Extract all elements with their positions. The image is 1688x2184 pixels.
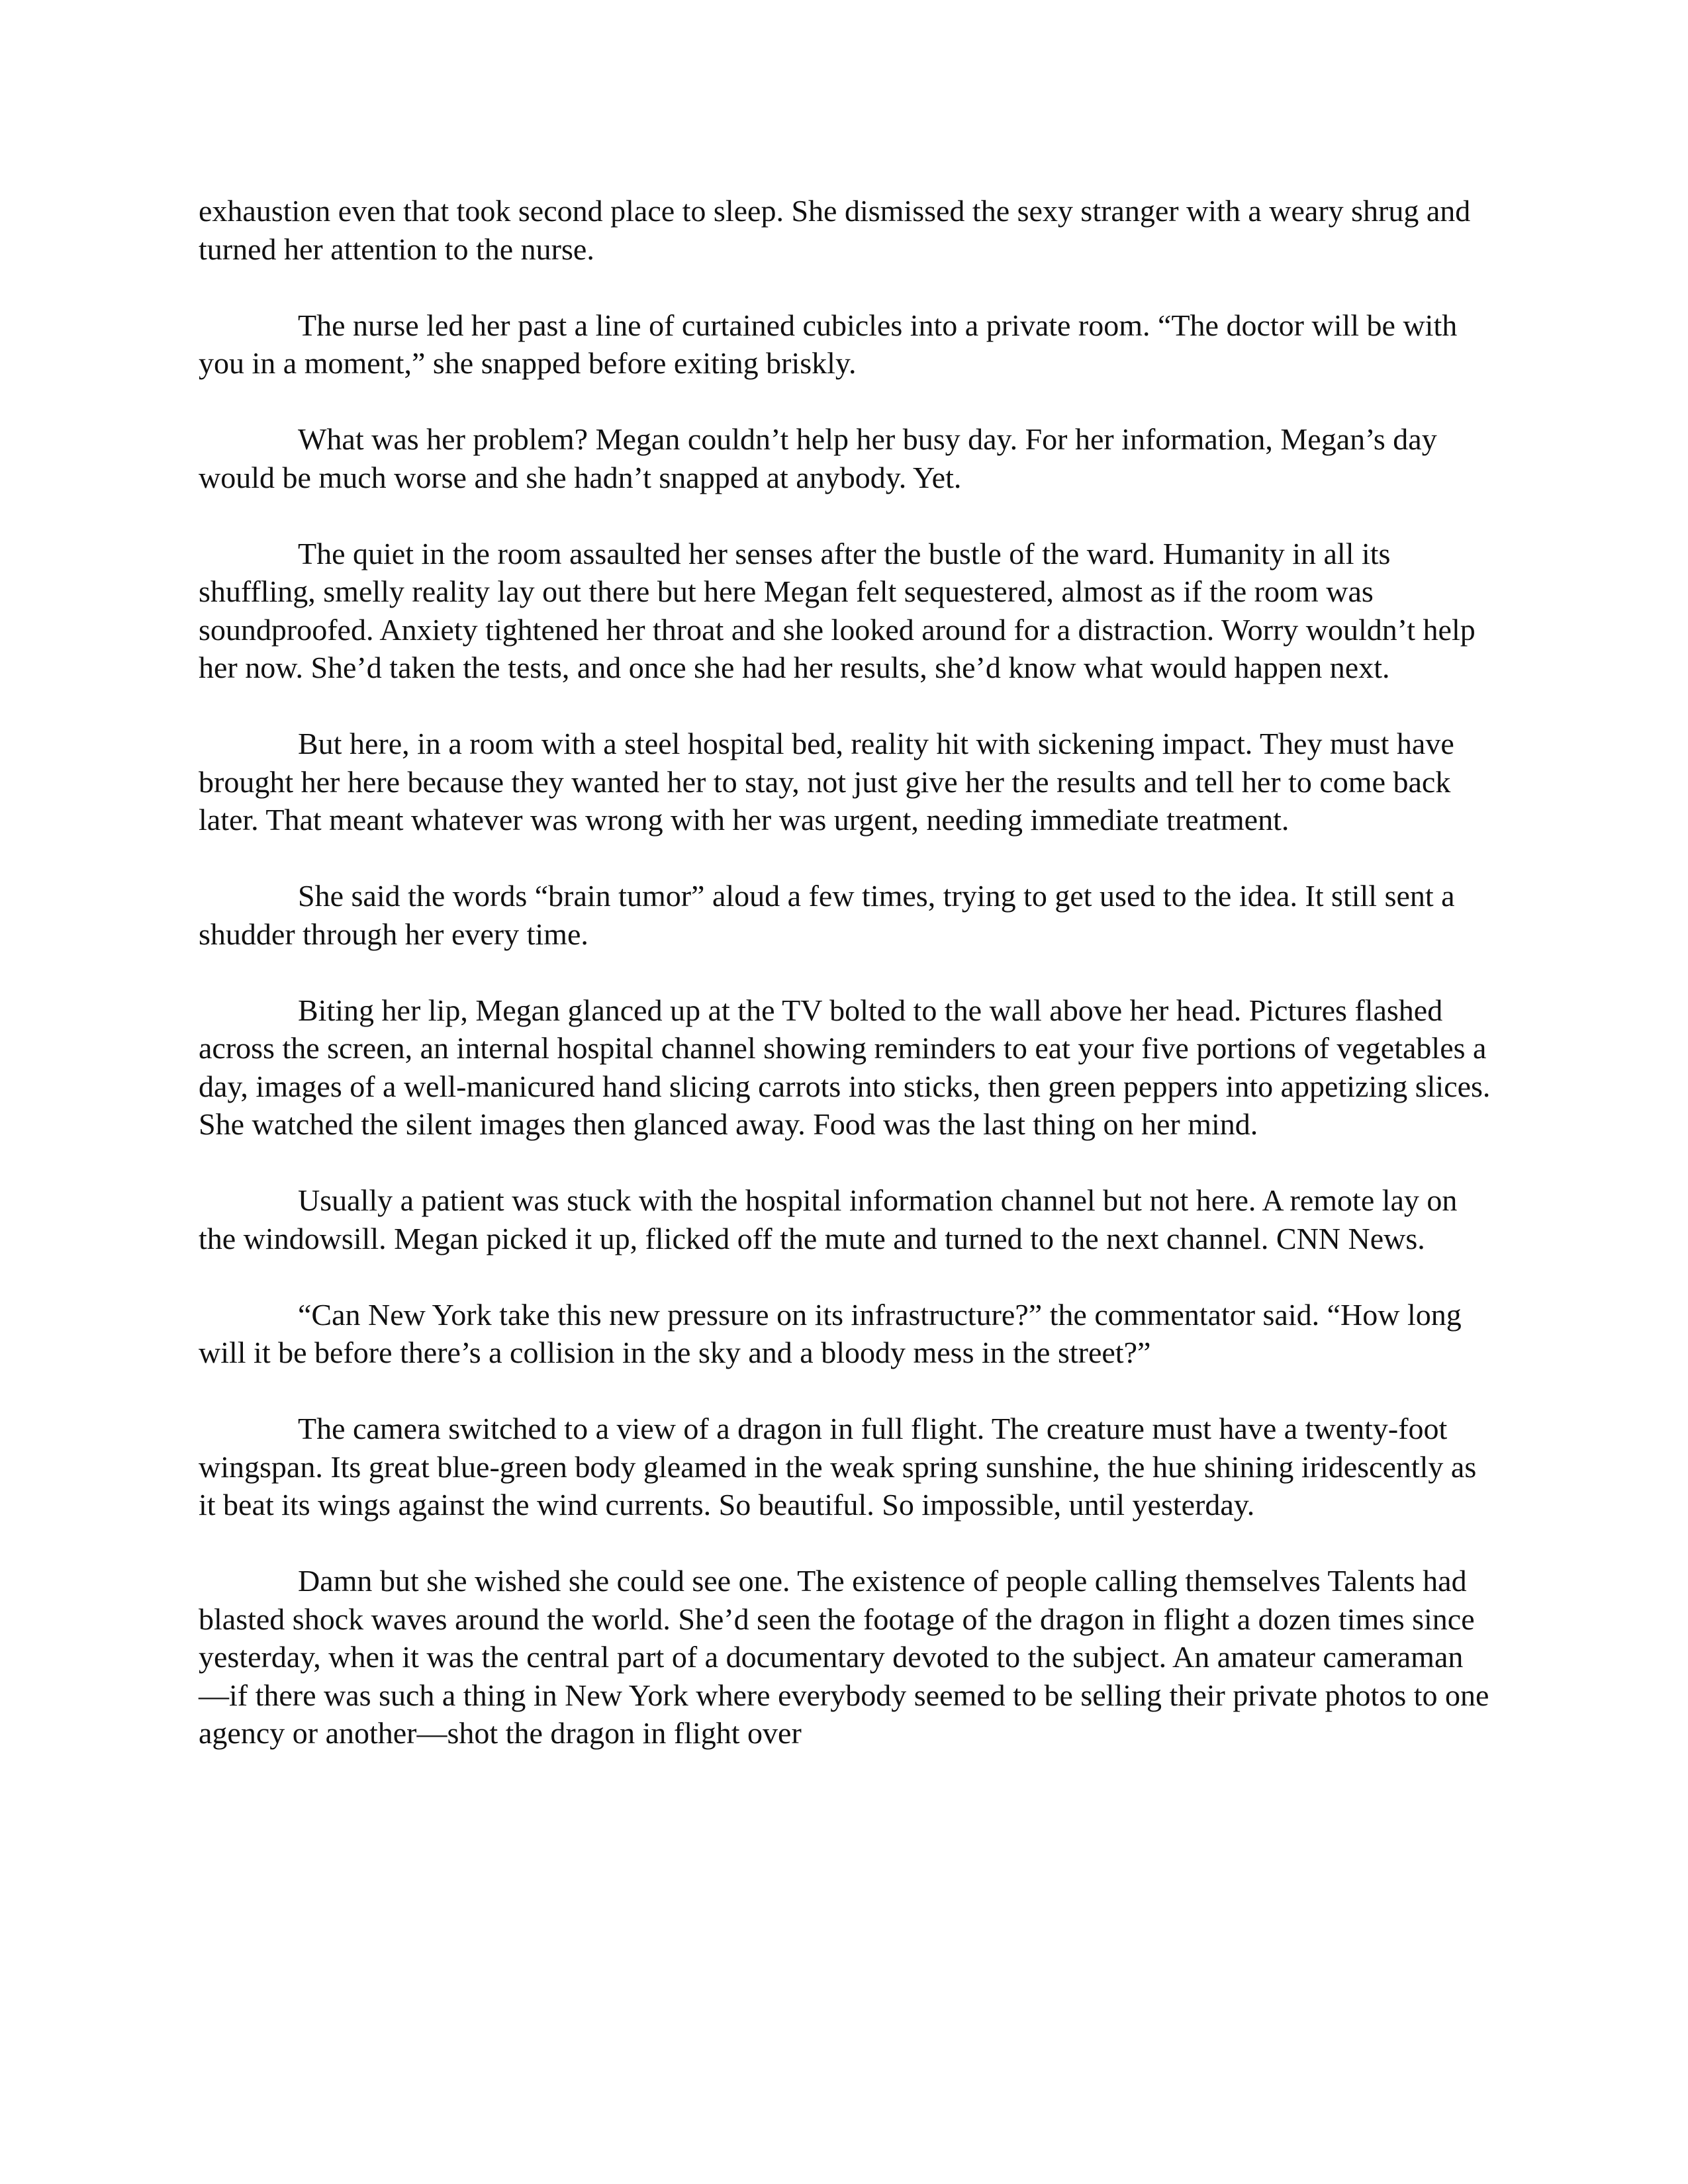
paragraph-4: The quiet in the room assaulted her senses after the bustle of the ward. Humanity in all its shuffling, smelly reality lay out there but here Megan felt sequestered, almost as if the room was soundproofed. Anxiety tightened her throat and she looked around for a distraction. Worry wouldn’t help her now. She’d taken the tests, and once she had her results, she’d know what would happen next. xyxy=(199,536,1476,684)
paragraph-6: She said the words “brain tumor” aloud a few times, trying to get used to the idea. It still sent a shudder through her every time. xyxy=(199,879,1455,951)
paragraph-3: What was her problem? Megan couldn’t help her busy day. For her information, Megan’s day would be much worse and she hadn’t snapped at anybody. Yet. xyxy=(199,422,1437,494)
paragraph-5: But here, in a room with a steel hospital bed, reality hit with sickening impact. They must have brought her here because they wanted her to stay, not just give her the results and tell her to come back later. That meant whatever was wrong with her was urgent, needing immediate treatment. xyxy=(199,727,1454,837)
body-text xyxy=(199,192,1493,1752)
paragraph-8: Usually a patient was stuck with the hospital information channel but not here. A remote lay on the windowsill. Megan picked it up, flicked off the mute and turned to the next channel. CNN News. xyxy=(199,1183,1458,1255)
paragraph-1: exhaustion even that took second place to sleep. She dismissed the sexy stranger with a weary shrug and turned her attention to the nurse. xyxy=(199,194,1471,266)
paragraph-10: The camera switched to a view of a dragon in full flight. The creature must have a twenty-foot wingspan. Its great blue-green body gleamed in the weak spring sunshine, the hue shining iridescently as it beat its wings against the wind currents. So beautiful. So impossible, until yesterday. xyxy=(199,1412,1477,1522)
paragraph-7: Biting her lip, Megan glanced up at the TV bolted to the wall above her head. Pictures flashed across the screen, an internal hospital channel showing reminders to eat your five portions of vegetables a day, images of a well-manicured hand slicing carrots into sticks, then green peppers into appetizing slices. She watched the silent images then glanced away. Food was the last thing on her mind. xyxy=(199,993,1491,1141)
paragraph-2: The nurse led her past a line of curtained cubicles into a private room. “The doctor will be with you in a moment,” she snapped before exiting briskly. xyxy=(199,308,1458,380)
paragraph-11: Damn but she wished she could see one. The existence of people calling themselves Talents had blasted shock waves around the world. She’d seen the footage of the dragon in flight a dozen times since yesterday, when it was the central part of a documentary devoted to the subject. An amateur cameraman—if there was such a thing in New York where everybody seemed to be selling their private photos to one agency or another—shot the dragon in flight over xyxy=(199,1564,1489,1750)
paragraph-9: “Can New York take this new pressure on its infrastructure?” the commentator said. “How long will it be before there’s a collision in the sky and a bloody mess in the street?” xyxy=(199,1297,1462,1369)
